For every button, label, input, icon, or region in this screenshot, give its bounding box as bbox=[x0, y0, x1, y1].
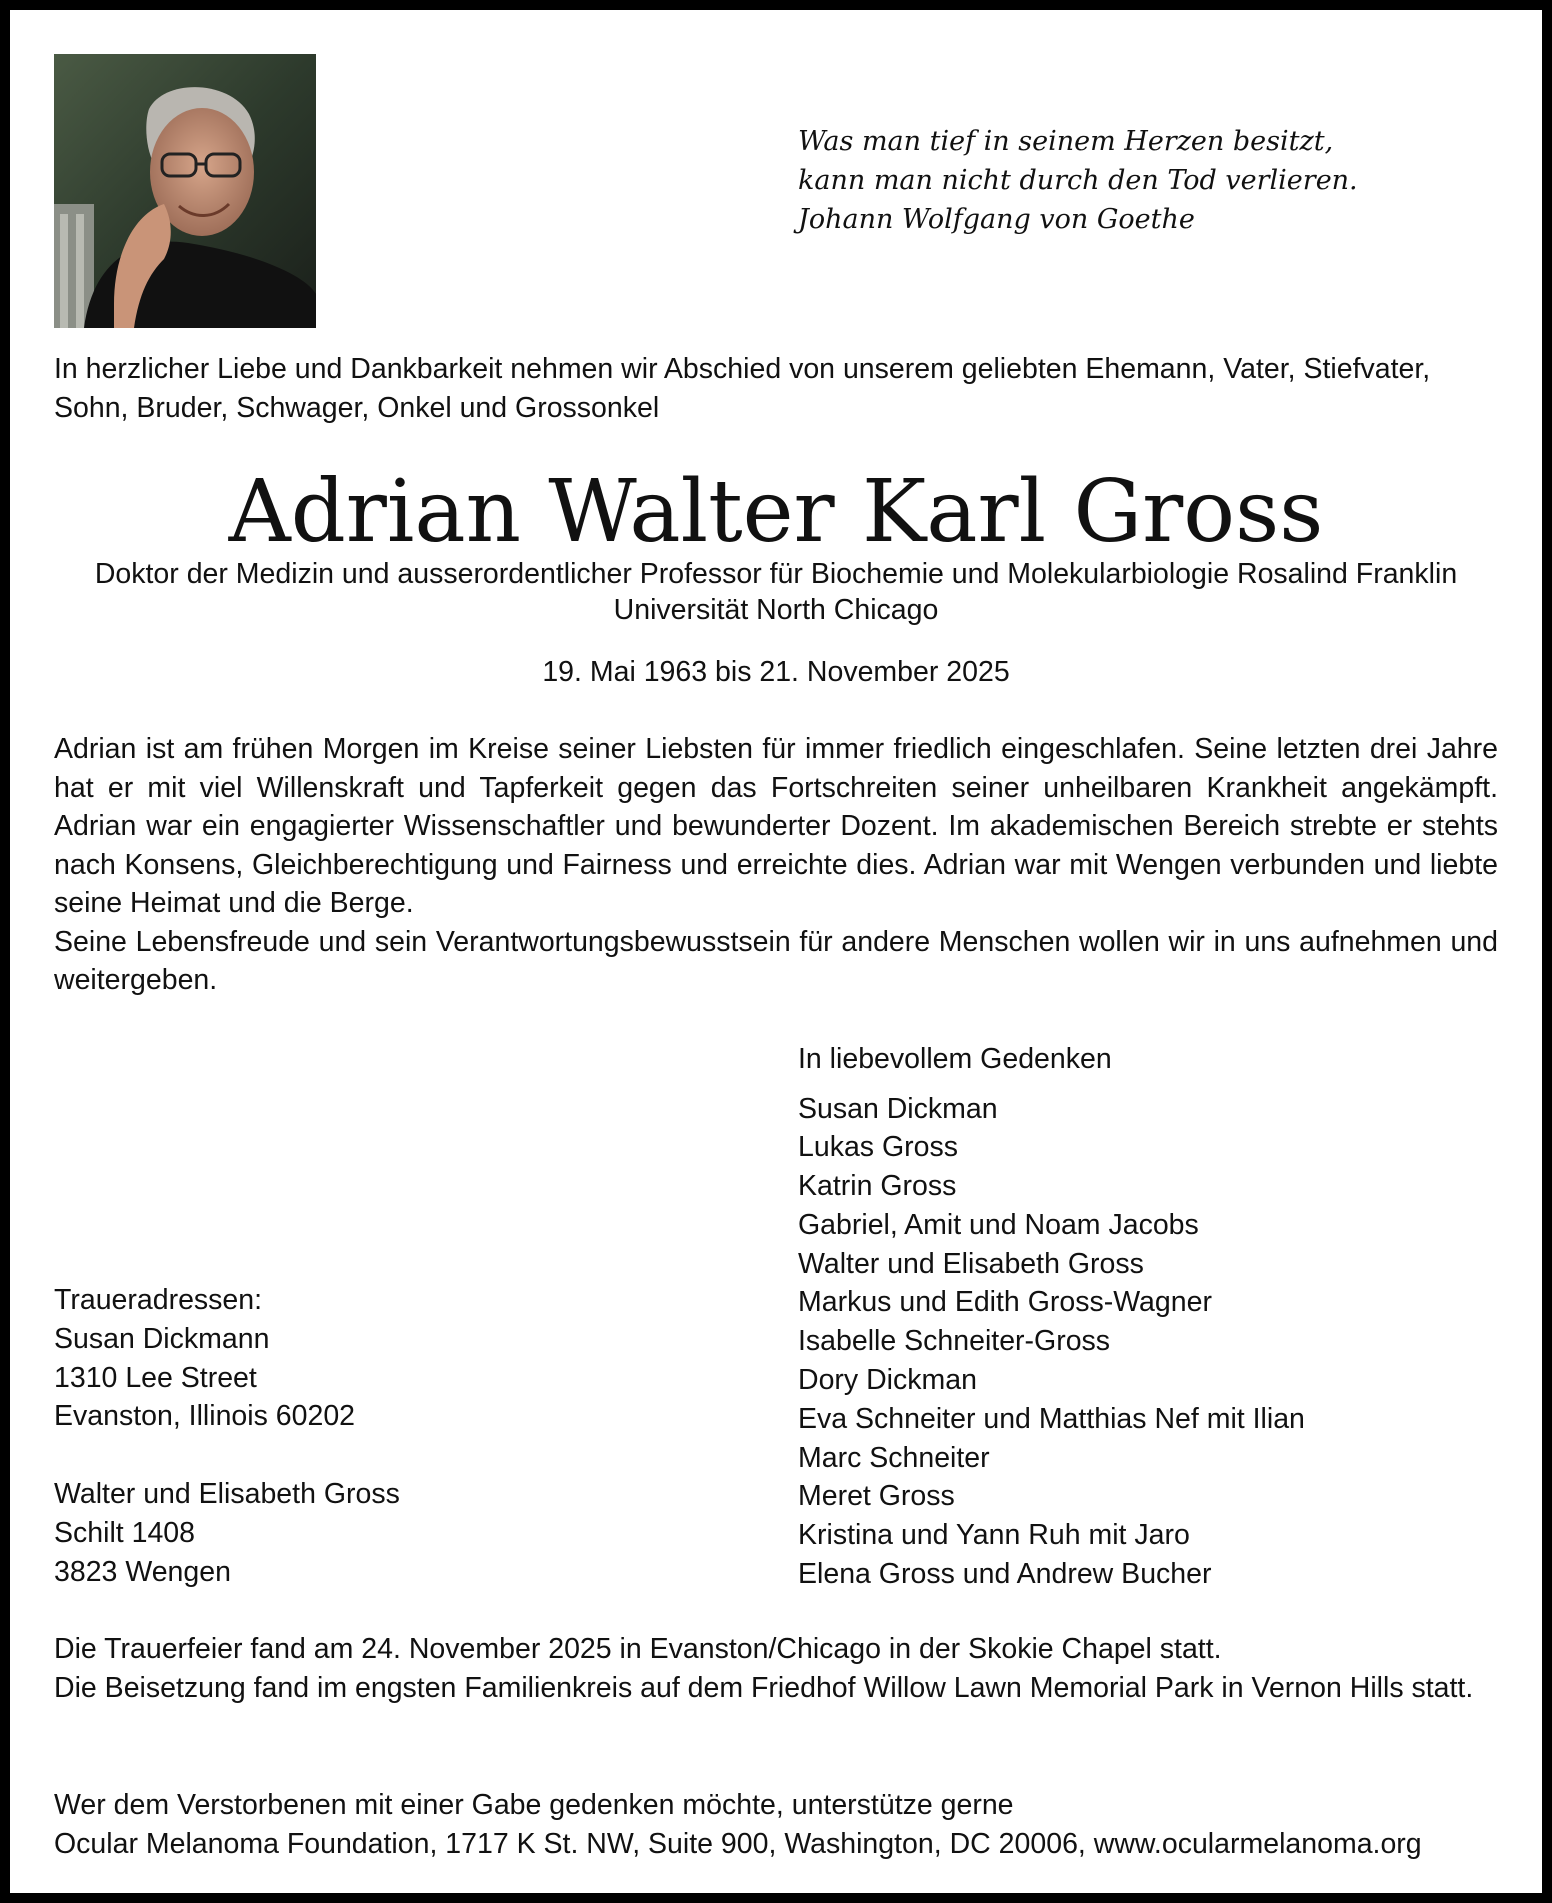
service-paragraph: Die Trauerfeier fand am 24. November 2025 in Evanston/Chicago in der Skokie Chapel statt. bbox=[54, 1633, 1222, 1665]
mourner-name: Kristina und Yann Ruh mit Jaro bbox=[798, 1519, 1190, 1552]
bio-paragraph: Adrian ist am frühen Morgen im Kreise seiner Liebsten für immer friedlich eingeschlafen. Seine letzten drei Jahre hat er mit viel Willenskraft und Tapferkeit gegen das Fortschreiten seiner unheilbaren Krankheit angekämpft. Adrian war ein engagierter Wissenschaftler und bewunderter Dozent. Im akademischen Bereich strebte er stehts nach Konsens, Gleichberechtigung und Fairness und erreichte dies. Adrian war mit Wengen verbunden und liebte seine Heimat und die Berge. bbox=[54, 733, 1498, 919]
mourner-name: Eva Schneiter und Matthias Nef mit Ilian bbox=[798, 1402, 1305, 1435]
mourner-name: Katrin Gross bbox=[798, 1170, 957, 1203]
quote-line: Was man tief in seinem Herzen besitzt, bbox=[798, 126, 1334, 157]
mourner-name: Gabriel, Amit und Noam Jacobs bbox=[798, 1208, 1199, 1241]
mourning-addresses bbox=[54, 1281, 400, 1591]
portrait-photo bbox=[54, 54, 316, 328]
biography bbox=[54, 730, 1498, 1000]
donation-info bbox=[54, 1786, 1498, 1863]
service-paragraph: Die Beisetzung fand im engsten Familienkreis auf dem Friedhof Willow Lawn Memorial Park in Vernon Hills statt. bbox=[54, 1671, 1474, 1704]
quote-line: kann man nicht durch den Tod verlieren. bbox=[798, 165, 1358, 196]
mourner-name: Isabelle Schneiter-Gross bbox=[798, 1325, 1111, 1358]
mourner-name: Meret Gross bbox=[798, 1480, 955, 1513]
mourner-name: Dory Dickman bbox=[798, 1364, 977, 1397]
addresses-heading: Traueradressen: bbox=[54, 1284, 263, 1316]
mourner-name: Susan Dickman bbox=[798, 1092, 998, 1125]
life-dates: 19. Mai 1963 bis 21. November 2025 bbox=[542, 656, 1010, 688]
funeral-info bbox=[54, 1630, 1498, 1707]
address-line: Susan Dickmann bbox=[54, 1322, 270, 1355]
mourner-name: Marc Schneiter bbox=[798, 1441, 990, 1474]
donation-line: Wer dem Verstorbenen mit einer Gabe gedenken möchte, unterstütze gerne bbox=[54, 1789, 1014, 1821]
mourners-heading: In liebevollem Gedenken bbox=[798, 1043, 1112, 1075]
donation-line: Ocular Melanoma Foundation, 1717 K St. NW, Suite 900, Washington, DC 20006, www.ocularmelanoma.org bbox=[54, 1827, 1422, 1860]
bio-paragraph: Seine Lebensfreude und sein Verantwortungsbewusstsein für andere Menschen wollen wir in uns aufnehmen und weitergeben. bbox=[54, 925, 1498, 996]
deceased-name: Adrian Walter Karl Gross bbox=[228, 462, 1324, 562]
mourner-name: Elena Gross und Andrew Bucher bbox=[798, 1558, 1212, 1591]
address-line: Walter und Elisabeth Gross bbox=[54, 1477, 400, 1510]
address-spacer bbox=[54, 1436, 400, 1475]
mourner-name: Markus und Edith Gross-Wagner bbox=[798, 1286, 1212, 1319]
mourners-list bbox=[798, 1040, 1305, 1594]
address-line: Evanston, Illinois 60202 bbox=[54, 1400, 356, 1433]
mourner-name: Lukas Gross bbox=[798, 1131, 958, 1164]
deceased-title: Doktor der Medizin und ausserordentlicher Professor für Biochemie und Molekularbiologie Rosalind Franklin Universität North Chicago bbox=[94, 558, 1458, 626]
address-line: Schilt 1408 bbox=[54, 1516, 196, 1549]
intro-text: In herzlicher Liebe und Dankbarkeit nehmen wir Abschied von unserem geliebten Ehemann, Vater, Stiefvater, Sohn, Bruder, Schwager, Onkel und Grossonkel bbox=[54, 353, 1431, 424]
address-line: 1310 Lee Street bbox=[54, 1361, 257, 1394]
quote-author: Johann Wolfgang von Goethe bbox=[798, 204, 1195, 235]
mourner-name: Walter und Elisabeth Gross bbox=[798, 1247, 1144, 1280]
address-line: 3823 Wengen bbox=[54, 1555, 231, 1588]
goethe-quote bbox=[798, 122, 1358, 239]
